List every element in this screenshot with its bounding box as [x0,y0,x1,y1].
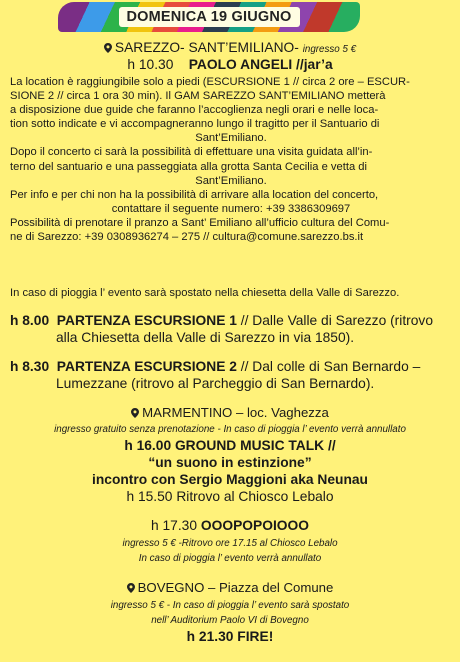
exc2-line2: Lumezzane (ritrovo al Parcheggio di San Bernardo). [56,376,375,391]
excursion-2 [10,358,454,392]
event2-subtitle: “un suono in estinzione” [148,455,312,470]
excursion-1 [10,312,454,346]
event3-title: OOOPOPOIOOO [200,518,309,533]
desc-line: ne di Sarezzo: +39 0308936274 – 275 // cultura@comune.sarezzo.bs.it [10,231,364,244]
desc-line: terno del santuario e una passeggiata alla grotta Santa Cecilia e vetta di [10,160,367,173]
event4-location: BOVEGNO – Piazza del Comune [137,580,334,595]
exc1-title: PARTENZA ESCURSIONE 1 [56,313,237,328]
event1-description [10,75,452,244]
event4-title: h 21.30 FIRE! [186,629,274,644]
event3-note2: In caso di pioggia l’ evento verrà annullato [138,553,322,564]
desc-line: Sant’Emiliano. [195,174,267,187]
event4-note2: nell’ Auditorium Paolo VI di Bovegno [151,615,309,626]
date-banner [58,2,360,32]
exc1-line2: alla Chiesetta della Valle di Sarezzo in via 1850). [56,330,355,345]
desc-line: La location è raggiungibile solo a piedi (ESCURSIONE 1 // circa 2 ore – ESCUR- [10,76,410,88]
event4-note1: ingresso 5 € - In caso di pioggia l’ evento sarà spostato [110,600,350,611]
location-pin-icon [104,43,112,53]
event2-title: h 16.00 GROUND MUSIC TALK // [124,438,336,453]
event1-time: h 10.30 [127,57,174,72]
event3-note1: ingresso 5 € -Ritrovo ore 17.15 al Chiosco Lebalo [122,538,338,549]
desc-line: Dopo il concerto ci sarà la possibilità di effettuare una visita guidata all’in- [10,146,373,159]
event2-location: MARMENTINO – loc. Vaghezza [142,405,329,420]
exc2-title: PARTENZA ESCURSIONE 2 [56,359,237,374]
rain-text: In caso di pioggia l’ evento sarà spostato nella chiesetta della Valle di Sarezzo. [10,287,400,299]
event4-location-line [0,580,460,595]
desc-line: SIONE 2 // circa 1 ora 30 min). Il GAM SAREZZO SANT’EMILIANO metterà [10,90,386,103]
date-title: DOMENICA 19 GIUGNO [119,7,300,27]
exc2-line1: // Dal colle di San Bernardo – [240,359,421,374]
event2-meet: h 15.50 Ritrovo al Chiosco Lebalo [126,489,334,504]
event2-note: ingresso gratuito senza prenotazione - In caso di pioggia l’ evento verrà annullato [54,424,406,435]
location-pin-icon [127,583,135,593]
desc-line: Possibilità di prenotare il pranzo a Sant’ Emiliano all’ufficio cultura del Comu- [10,216,390,229]
event1-price: ingresso 5 € [302,44,357,55]
desc-line: Sant’Emiliano. [195,132,267,145]
event1-location-line [0,40,460,55]
desc-line: Per info e per chi non ha la possibilità di arrivare alla location del concerto, [10,188,379,201]
desc-line: a disposizione due guide che faranno l’accoglienza negli orari e nelle loca- [10,104,379,117]
event3-title-line [0,518,460,533]
desc-line: contattare il seguente numero: +39 3386309697 [111,202,351,215]
event1-artist: PAOLO ANGELI //jar’a [188,57,333,72]
event2-guest: incontro con Sergio Maggioni aka Neunau [92,472,368,487]
event1-title-line [0,57,460,72]
event3-time: h 17.30 [151,518,198,533]
exc1-line1: // Dalle Valle di Sarezzo (ritrovo [240,313,434,328]
desc-line: tion sotto indicate e vi accompagneranno lungo il tragitto per il Santuario di [10,118,380,131]
exc2-time: h 8.30 [10,359,50,374]
event1-location: SAREZZO- SANT’EMILIANO- [114,40,299,55]
rain-notice [10,286,452,300]
exc1-time: h 8.00 [10,313,50,328]
location-pin-icon [131,408,139,418]
event2-location-line [0,405,460,420]
